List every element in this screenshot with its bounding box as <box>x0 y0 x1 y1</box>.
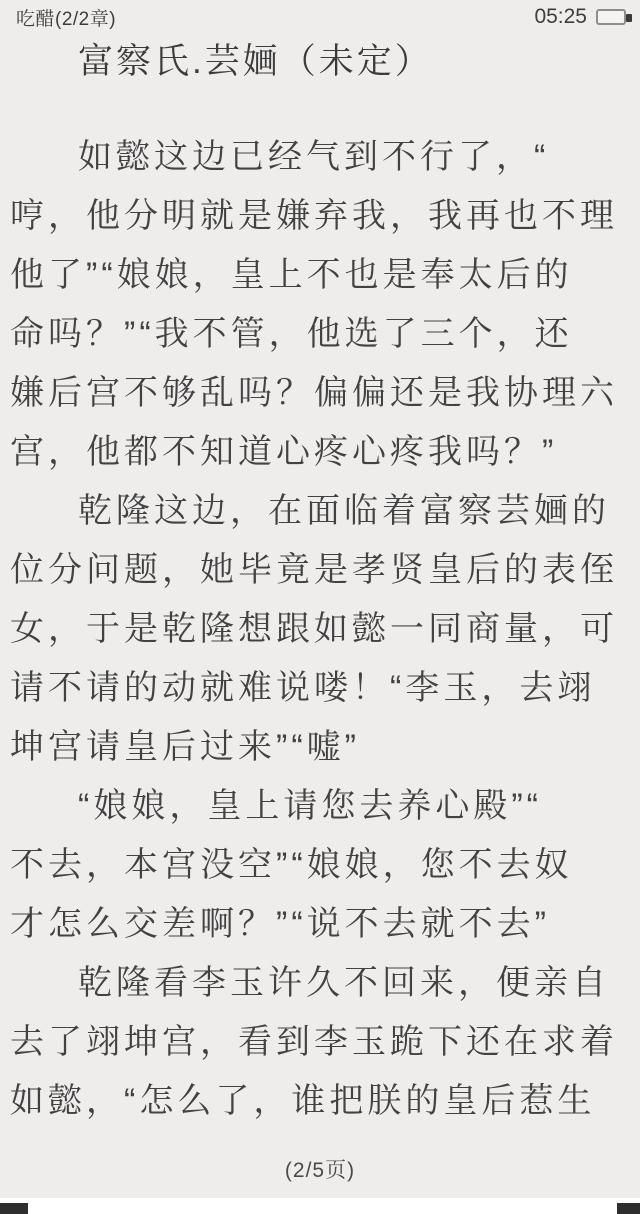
chapter-title: 富察氏.芸婳（未定） <box>78 42 433 81</box>
text-line: 乾隆看李玉许久不回来，便亲自 <box>78 964 610 1002</box>
reader-content <box>0 32 640 1131</box>
book-progress-label: 吃醋(2/2章) <box>16 8 117 30</box>
clock-label: 05:25 <box>534 5 587 28</box>
text-line: 去了翊坤宫，看到李玉跪下还在求着 <box>10 1023 618 1061</box>
status-bar <box>0 0 640 32</box>
text-line: “娘娘，皇上请您去养心殿”“ <box>78 787 542 825</box>
text-line: 哼，他分明就是嫌弃我，我再也不理 <box>10 197 618 235</box>
text-line: 命吗？”“我不管，他选了三个，还 <box>10 315 573 353</box>
text-line: 女，于是乾隆想跟如懿一同商量，可 <box>10 610 618 648</box>
text-line: 请不请的动就难说喽！“李玉，去翊 <box>10 669 596 707</box>
text-line: 如懿，“怎么了，谁把朕的皇后惹生 <box>10 1082 596 1120</box>
text-line: 才怎么交差啊？”“说不去就不去” <box>10 905 550 943</box>
battery-tip-icon <box>626 14 632 22</box>
battery-low-icon <box>596 9 626 25</box>
text-line: 嫌后宫不够乱吗？偏偏还是我协理六 <box>10 374 618 412</box>
bottom-right-block <box>617 1203 640 1214</box>
page-indicator: (2/5页) <box>284 1159 356 1182</box>
text-line: 他了”“娘娘，皇上不也是奉太后的 <box>10 256 573 294</box>
text-line: 乾隆这边，在面临着富察芸婳的 <box>78 492 610 530</box>
text-line: 宫，他都不知道心疼心疼我吗？” <box>10 433 558 471</box>
text-line: 坤宫请皇后过来”“嘘” <box>10 728 360 766</box>
text-line: 不去，本宫没空”“娘娘，您不去奴 <box>10 846 573 884</box>
text-line: 位分问题，她毕竟是孝贤皇后的表侄 <box>10 551 618 589</box>
text-line: 如懿这边已经气到不行了，“ <box>78 138 550 176</box>
bottom-strip <box>0 1198 640 1214</box>
bottom-left-block <box>0 1203 28 1214</box>
